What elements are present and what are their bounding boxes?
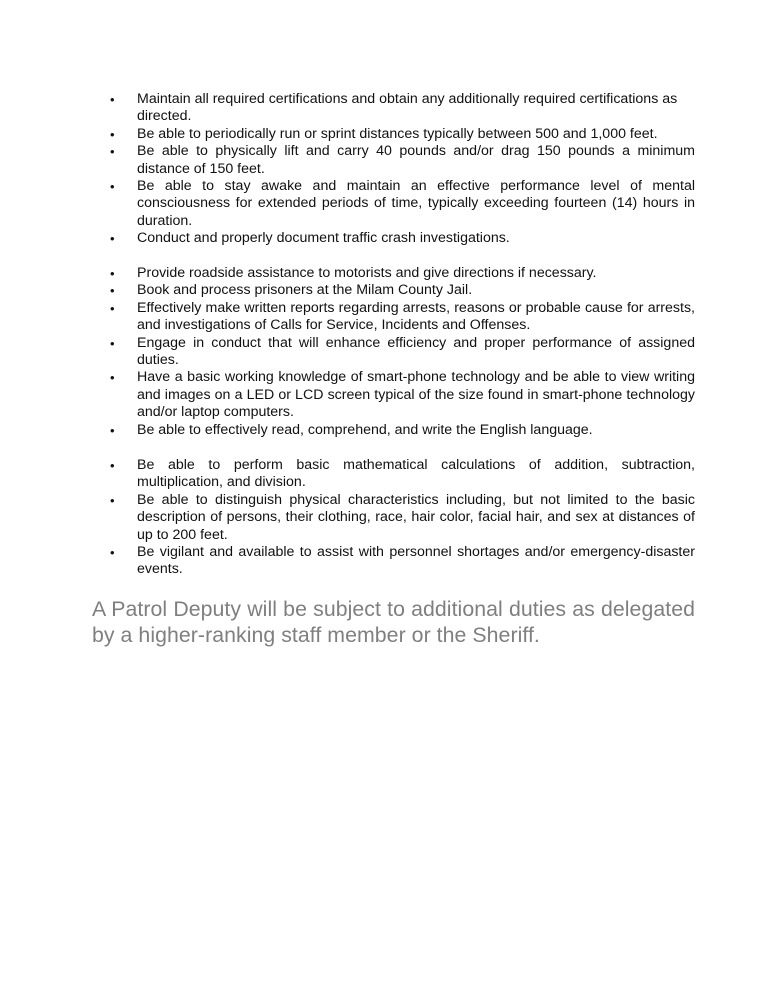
list-item-text: Be able to periodically run or sprint distances typically between 500 and 1,000 feet. xyxy=(137,125,658,142)
duties-list-group-1 xyxy=(108,91,695,248)
bullet-icon: • xyxy=(110,231,115,247)
bullet-icon: • xyxy=(110,458,115,473)
bullet-icon: • xyxy=(110,335,115,351)
bullet-icon: • xyxy=(110,144,115,160)
list-item-text: Conduct and properly document traffic crash investigations. xyxy=(137,230,510,247)
bullet-icon: • xyxy=(110,266,115,281)
bullet-icon: • xyxy=(110,283,115,299)
list-item xyxy=(108,369,695,421)
list-item-text: Be able to distinguish physical characteristics including, but not limited to the basic description of persons, their clothing, race, hair color, facial hair, and sex at distances of up to 200 feet. xyxy=(137,491,695,543)
list-item xyxy=(108,300,695,335)
list-item xyxy=(108,492,695,544)
list-item-text: Be able to effectively read, comprehend, and write the English language. xyxy=(137,421,593,438)
list-item xyxy=(108,126,695,143)
list-item-text: Maintain all required certifications and obtain any additionally required certifications as directed. xyxy=(137,91,678,125)
bullet-icon: • xyxy=(110,492,115,508)
list-item-text: Provide roadside assistance to motorists and give directions if necessary. xyxy=(137,265,597,281)
list-item xyxy=(108,178,695,230)
bullet-icon: • xyxy=(110,370,115,386)
list-item-text: Effectively make written reports regarding arrests, reasons or probable cause for arrests, and investigations of Calls for Service, Incidents and Offenses. xyxy=(137,299,695,334)
list-item-text: Have a basic working knowledge of smart-phone technology and be able to view writing and images on a LED or LCD screen typical of the size found in smart-phone technology and/or laptop computers. xyxy=(137,369,695,421)
list-item-text: Be able to physically lift and carry 40 pounds and/or drag 150 pounds a minimum distance of 150 feet. xyxy=(137,143,695,177)
list-item-text: Be vigilant and available to assist with personnel shortages and/or emergency-disaster events. xyxy=(137,544,695,578)
bullet-icon: • xyxy=(110,545,115,561)
list-item xyxy=(108,544,695,579)
list-item xyxy=(108,422,695,439)
list-item xyxy=(108,335,695,370)
list-item xyxy=(108,265,695,282)
list-item-text: Engage in conduct that will enhance efficiency and proper performance of assigned duties. xyxy=(137,334,695,369)
bullet-icon: • xyxy=(110,422,115,438)
list-item-text: Be able to stay awake and maintain an effective performance level of mental consciousness for extended periods of time, typically exceeding fourteen (14) hours in duration. xyxy=(137,178,695,229)
list-item xyxy=(108,282,695,299)
bullet-icon: • xyxy=(110,126,115,142)
list-item xyxy=(108,457,695,492)
closing-statement: A Patrol Deputy will be subject to additional duties as delegated by a higher-ranking staff member or the Sheriff. xyxy=(92,597,695,647)
duties-list-group-3 xyxy=(108,457,695,579)
duties-list-group-2 xyxy=(108,265,695,439)
bullet-icon: • xyxy=(110,300,115,316)
list-item xyxy=(108,143,695,178)
list-item xyxy=(108,230,695,247)
bullet-icon: • xyxy=(110,92,115,107)
bullet-icon: • xyxy=(110,179,115,195)
list-item xyxy=(108,91,695,126)
list-item-text: Book and process prisoners at the Milam County Jail. xyxy=(137,282,473,299)
list-item-text: Be able to perform basic mathematical calculations of addition, subtraction, multiplication, and division. xyxy=(137,457,695,491)
